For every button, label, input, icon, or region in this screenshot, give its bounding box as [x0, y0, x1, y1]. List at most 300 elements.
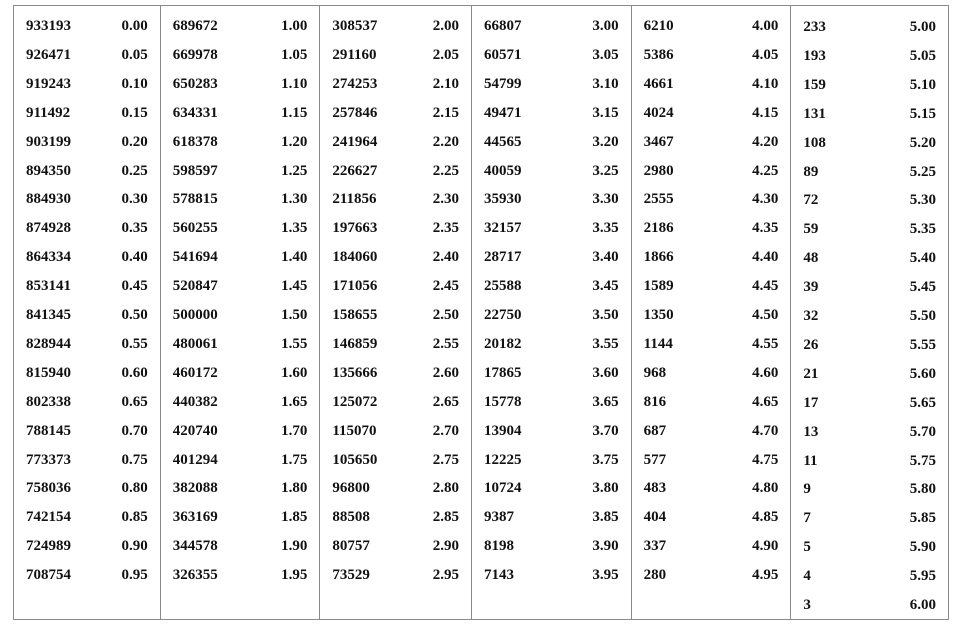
defects-value: 363169 [172, 509, 218, 526]
defects-value: 758036 [26, 480, 71, 497]
table-row [791, 248, 948, 268]
sigma-value: 3.75 [592, 451, 619, 468]
sigma-value: 2.05 [432, 46, 460, 63]
sigma-value: 3.15 [592, 104, 619, 121]
table-row [14, 392, 160, 412]
table-row [791, 17, 948, 37]
table-row [14, 450, 160, 470]
table-row [632, 247, 791, 267]
defects-value: 226627 [332, 162, 378, 179]
sigma-value: 4.20 [752, 133, 779, 150]
sigma-value: 3.00 [592, 18, 619, 34]
table-row [472, 450, 631, 470]
defects-value: 440382 [172, 393, 218, 410]
defects-value: 480061 [172, 335, 218, 352]
sigma-value: 2.45 [432, 278, 460, 295]
sigma-value: 5.15 [909, 105, 936, 122]
sigma-value: 5.80 [909, 481, 936, 498]
defects-value: 853141 [26, 278, 71, 295]
defects-value: 8198 [484, 538, 515, 555]
table-row [320, 507, 471, 527]
table-row [472, 565, 631, 585]
table-row [632, 74, 791, 94]
table-row [472, 507, 631, 527]
table-row [14, 421, 160, 441]
sigma-value: 6.00 [909, 597, 936, 613]
sigma-value: 1.25 [281, 162, 308, 179]
defects-value: 9 [803, 481, 811, 498]
sigma-value: 3.70 [592, 422, 619, 439]
sigma-value: 2.00 [432, 18, 460, 34]
table-row [472, 103, 631, 123]
sigma-value: 3.20 [592, 133, 619, 150]
sigma-value: 4.25 [752, 162, 779, 179]
defects-value: 788145 [26, 422, 71, 439]
sigma-value: 1.10 [281, 75, 308, 92]
table-row [14, 363, 160, 383]
table-row [791, 335, 948, 355]
sigma-value: 3.55 [592, 335, 619, 352]
defects-value: 326355 [172, 567, 218, 584]
table-row [14, 103, 160, 123]
table-row [472, 334, 631, 354]
table-row [632, 161, 791, 181]
sigma-value: 5.45 [909, 279, 936, 296]
table-row [791, 133, 948, 153]
table-row [161, 363, 320, 383]
sigma-value: 4.65 [752, 393, 779, 410]
defects-value: 669978 [172, 46, 218, 63]
sigma-value: 5.40 [909, 250, 936, 267]
defects-value: 841345 [26, 307, 71, 323]
table-row [472, 536, 631, 556]
table-row [14, 276, 160, 296]
sigma-value: 1.45 [281, 278, 308, 295]
defects-value: 903199 [26, 133, 71, 150]
defects-value: 4 [803, 568, 811, 585]
defects-value: 9387 [484, 509, 515, 526]
sigma-value: 0.10 [121, 75, 148, 92]
sigma-value: 1.80 [281, 480, 308, 497]
defects-value: 158655 [332, 307, 378, 323]
defects-value: 2980 [643, 162, 674, 179]
sigma-value: 0.70 [121, 422, 148, 439]
sigma-value: 0.95 [121, 567, 148, 584]
table-row [161, 305, 320, 325]
sigma-value: 3.90 [592, 538, 619, 555]
table-row [632, 536, 791, 556]
defects-value: 1350 [643, 307, 674, 323]
table-row [472, 189, 631, 209]
table-row [161, 247, 320, 267]
sigma-value: 0.45 [121, 278, 148, 295]
table-column-4 [472, 6, 632, 619]
sigma-value: 2.35 [432, 220, 460, 237]
defects-value: 28717 [484, 249, 522, 266]
table-row [791, 422, 948, 442]
table-row [320, 161, 471, 181]
table-row [161, 392, 320, 412]
table-row [14, 45, 160, 65]
defects-value: 54799 [484, 75, 522, 92]
sigma-value: 0.60 [121, 364, 148, 381]
table-row [161, 536, 320, 556]
sigma-value: 4.80 [752, 480, 779, 497]
table-row [161, 478, 320, 498]
table-row [632, 276, 791, 296]
defects-value: 773373 [26, 451, 71, 468]
sigma-value: 0.00 [121, 18, 148, 34]
table-row [14, 132, 160, 152]
table-column-6 [791, 6, 948, 619]
defects-value: 48 [803, 250, 819, 267]
defects-value: 10724 [484, 480, 522, 497]
table-row [791, 162, 948, 182]
sigma-value: 4.85 [752, 509, 779, 526]
table-row [472, 363, 631, 383]
table-row [472, 247, 631, 267]
defects-value: 894350 [26, 162, 71, 179]
table-row [320, 421, 471, 441]
table-column-1 [14, 6, 161, 619]
sigma-value: 3.05 [592, 46, 619, 63]
sigma-value: 1.20 [281, 133, 308, 150]
table-row [791, 190, 948, 210]
sigma-value: 0.90 [121, 538, 148, 555]
table-row [14, 478, 160, 498]
defects-value: 32 [803, 308, 819, 324]
defects-value: 689672 [172, 18, 218, 34]
table-row [161, 189, 320, 209]
sigma-value: 5.35 [909, 221, 936, 238]
sigma-value: 4.15 [752, 104, 779, 121]
defects-value: 3 [803, 597, 811, 613]
sigma-value: 2.55 [432, 335, 460, 352]
table-row [320, 536, 471, 556]
table-row [161, 507, 320, 527]
sigma-value: 2.80 [432, 480, 460, 497]
table-row [14, 16, 160, 36]
table-row [14, 218, 160, 238]
sigma-value: 3.40 [592, 249, 619, 266]
table-row [14, 334, 160, 354]
defects-value: 404 [643, 509, 667, 526]
defects-value: 233 [803, 19, 826, 35]
sigma-value: 4.60 [752, 364, 779, 381]
sigma-value: 0.35 [121, 220, 148, 237]
sigma-value: 2.65 [432, 393, 460, 410]
sigma-value: 4.00 [752, 18, 779, 34]
table-row [791, 451, 948, 471]
defects-value: 135666 [332, 364, 378, 381]
table-row [320, 132, 471, 152]
defects-value: 816 [643, 393, 667, 410]
defects-value: 274253 [332, 75, 378, 92]
sigma-value: 2.10 [432, 75, 460, 92]
sigma-value: 4.90 [752, 538, 779, 555]
table-row [632, 478, 791, 498]
sigma-value: 0.20 [121, 133, 148, 150]
table-row [472, 478, 631, 498]
defects-value: 724989 [26, 538, 71, 555]
sigma-value: 1.30 [281, 191, 308, 208]
defects-value: 382088 [172, 480, 218, 497]
sigma-value: 5.95 [909, 568, 936, 585]
table-row [791, 508, 948, 528]
defects-value: 184060 [332, 249, 378, 266]
sigma-value: 3.80 [592, 480, 619, 497]
defects-value: 337 [643, 538, 667, 555]
defects-value: 291160 [332, 46, 377, 63]
sigma-value: 5.50 [909, 308, 936, 324]
defects-value: 39 [803, 279, 819, 296]
defects-value: 59 [803, 221, 819, 238]
sigma-value: 0.75 [121, 451, 148, 468]
sigma-value: 1.60 [281, 364, 308, 381]
defects-value: 66807 [484, 18, 522, 34]
sigma-value: 1.65 [281, 393, 308, 410]
sigma-value: 3.30 [592, 191, 619, 208]
table-row [632, 421, 791, 441]
sigma-value: 1.55 [281, 335, 308, 352]
sigma-value: 4.05 [752, 46, 779, 63]
defects-value: 483 [643, 480, 667, 497]
table-row [632, 450, 791, 470]
defects-value: 73529 [332, 567, 370, 584]
defects-value: 44565 [484, 133, 522, 150]
sigma-value: 5.90 [909, 539, 936, 556]
table-row [632, 392, 791, 412]
defects-value: 25588 [484, 278, 522, 295]
defects-value: 577 [643, 451, 667, 468]
defects-value: 460172 [172, 364, 218, 381]
defects-value: 828944 [26, 335, 71, 352]
sigma-value: 1.40 [281, 249, 308, 266]
defects-value: 22750 [484, 307, 522, 323]
sigma-value: 2.70 [432, 422, 460, 439]
table-row [632, 507, 791, 527]
table-row [791, 479, 948, 499]
table-row [632, 363, 791, 383]
table-row [791, 75, 948, 95]
sigma-value: 2.60 [432, 364, 460, 381]
table-row [161, 16, 320, 36]
sigma-value: 5.60 [909, 365, 936, 382]
table-row [632, 305, 791, 325]
sigma-value: 5.70 [909, 423, 936, 440]
defects-value: 60571 [484, 46, 522, 63]
table-row [472, 132, 631, 152]
table-row [632, 45, 791, 65]
defects-value: 7143 [484, 567, 515, 584]
defects-value: 919243 [26, 75, 71, 92]
table-row [161, 421, 320, 441]
table-row [320, 478, 471, 498]
defects-value: 598597 [172, 162, 218, 179]
table-row [472, 421, 631, 441]
defects-value: 6210 [643, 18, 674, 34]
defects-value: 17865 [484, 364, 522, 381]
defects-value: 968 [643, 364, 667, 381]
table-row [632, 218, 791, 238]
table-row [472, 161, 631, 181]
sigma-value: 4.95 [752, 567, 779, 584]
defects-value: 4024 [643, 104, 674, 121]
defects-value: 72 [803, 192, 819, 209]
sigma-value: 1.35 [281, 220, 308, 237]
defects-value: 344578 [172, 538, 218, 555]
sigma-value: 2.25 [432, 162, 460, 179]
table-row [791, 393, 948, 413]
sigma-value: 4.75 [752, 451, 779, 468]
defects-value: 5 [803, 539, 811, 556]
table-row [320, 218, 471, 238]
defects-value: 708754 [26, 567, 71, 584]
defects-value: 131 [803, 105, 826, 122]
table-row [14, 536, 160, 556]
sigma-value: 5.30 [909, 192, 936, 209]
table-row [632, 565, 791, 585]
table-row [320, 276, 471, 296]
table-row [161, 334, 320, 354]
defects-value: 40059 [484, 162, 522, 179]
table-row [161, 103, 320, 123]
defects-value: 241964 [332, 133, 378, 150]
sigma-value: 3.50 [592, 307, 619, 323]
table-row [161, 565, 320, 585]
sigma-value: 2.30 [432, 191, 460, 208]
sigma-value: 5.25 [909, 163, 936, 180]
table-row [791, 364, 948, 384]
sigma-value: 4.70 [752, 422, 779, 439]
defects-value: 742154 [26, 509, 71, 526]
defects-value: 1866 [643, 249, 674, 266]
table-row [791, 306, 948, 326]
defects-value: 108 [803, 134, 826, 151]
table-row [320, 450, 471, 470]
sigma-value: 1.85 [281, 509, 308, 526]
defects-value: 911492 [26, 104, 71, 121]
sigma-value: 2.95 [432, 567, 460, 584]
defects-value: 802338 [26, 393, 71, 410]
table-row [632, 334, 791, 354]
table-row [14, 507, 160, 527]
sigma-value: 5.55 [909, 336, 936, 353]
sigma-value: 1.90 [281, 538, 308, 555]
defects-value: 308537 [332, 18, 378, 34]
sigma-value: 3.25 [592, 162, 619, 179]
sigma-value: 2.75 [432, 451, 460, 468]
table-row [320, 334, 471, 354]
sigma-defects-table [13, 5, 949, 620]
table-row [632, 132, 791, 152]
table-row [791, 104, 948, 124]
table-row [320, 16, 471, 36]
table-row [161, 74, 320, 94]
defects-value: 634331 [172, 104, 218, 121]
defects-value: 17 [803, 394, 819, 411]
defects-value: 864334 [26, 249, 71, 266]
sigma-value: 5.85 [909, 510, 936, 527]
sigma-value: 2.50 [432, 307, 460, 323]
table-row [791, 566, 948, 586]
sigma-value: 4.45 [752, 278, 779, 295]
table-row [161, 218, 320, 238]
sigma-value: 2.40 [432, 249, 460, 266]
table-row [632, 189, 791, 209]
table-row [161, 450, 320, 470]
defects-value: 933193 [26, 18, 71, 34]
table-row [320, 45, 471, 65]
defects-value: 32157 [484, 220, 522, 237]
defects-value: 4661 [643, 75, 674, 92]
sigma-value: 1.75 [281, 451, 308, 468]
sigma-value: 4.40 [752, 249, 779, 266]
defects-value: 193 [803, 47, 826, 64]
defects-value: 96800 [332, 480, 370, 497]
sigma-value: 3.65 [592, 393, 619, 410]
defects-value: 20182 [484, 335, 522, 352]
defects-value: 1589 [643, 278, 674, 295]
defects-value: 2186 [643, 220, 674, 237]
table-row [472, 305, 631, 325]
defects-value: 815940 [26, 364, 71, 381]
defects-value: 884930 [26, 191, 71, 208]
table-row [320, 565, 471, 585]
defects-value: 197663 [332, 220, 378, 237]
defects-value: 500000 [172, 307, 218, 323]
defects-value: 15778 [484, 393, 522, 410]
table-row [320, 189, 471, 209]
sigma-value: 3.35 [592, 220, 619, 237]
sigma-value: 3.60 [592, 364, 619, 381]
defects-value: 3467 [643, 133, 674, 150]
sigma-value: 0.30 [121, 191, 148, 208]
sigma-value: 0.40 [121, 249, 148, 266]
defects-value: 541694 [172, 249, 218, 266]
sigma-value: 1.05 [281, 46, 308, 63]
sigma-value: 3.85 [592, 509, 619, 526]
sigma-value: 0.80 [121, 480, 148, 497]
defects-value: 401294 [172, 451, 218, 468]
sigma-value: 2.20 [432, 133, 460, 150]
table-row [791, 46, 948, 66]
table-row [632, 103, 791, 123]
table-row [472, 45, 631, 65]
sigma-value: 4.50 [752, 307, 779, 323]
defects-value: 560255 [172, 220, 218, 237]
sigma-value: 5.10 [909, 76, 936, 93]
sigma-value: 3.45 [592, 278, 619, 295]
table-column-2 [161, 6, 321, 619]
table-row [14, 565, 160, 585]
table-row [791, 595, 948, 615]
table-row [320, 103, 471, 123]
table-row [320, 74, 471, 94]
defects-value: 21 [803, 365, 819, 382]
defects-value: 80757 [332, 538, 370, 555]
defects-value: 125072 [332, 393, 378, 410]
table-row [14, 247, 160, 267]
defects-value: 2555 [643, 191, 674, 208]
sigma-value: 0.15 [121, 104, 148, 121]
table-row [14, 189, 160, 209]
sigma-value: 0.85 [121, 509, 148, 526]
sigma-value: 0.55 [121, 335, 148, 352]
table-row [161, 161, 320, 181]
table-row [14, 74, 160, 94]
table-column-3 [320, 6, 472, 619]
